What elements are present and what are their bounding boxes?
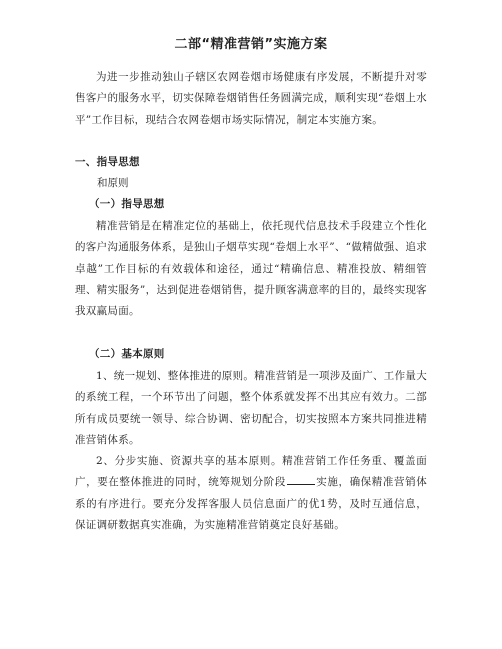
section-heading-continuation: 和原则 bbox=[97, 177, 129, 189]
intro-paragraph: 为进一步推动独山子辖区农网卷烟市场健康有序发展，不断提升对零售客户的服务水平，切实保障卷烟销售任务圆满完成，顺利实现“卷烟上水平”工作目标，现结合农网卷烟市场实际情况，制定本实施方案。 bbox=[75, 71, 427, 126]
section-heading-guiding-ideology: 一、指导思想 bbox=[75, 156, 140, 168]
principle-2-text-after: 实施，确保精准营销体系的有序进行。要充分发挥客服人员信息面广的优1势，及时互通信息，保证调研数据真实准确，为实施精准营销奠定良好基础。 bbox=[75, 476, 428, 531]
subsection-heading-guiding-ideology: （一）指导思想 bbox=[89, 198, 165, 210]
document-title: 二部“精准营销”实施方案 bbox=[174, 37, 328, 52]
principle-1-paragraph: 1、统一规划、整体推进的原则。精准营销是一项涉及面广、工作量大的系统工程，一个环节出了问题，整个体系就发挥不出其应有效力。二部所有成员要统一领导、综合协调、密切配合，切实按照本方案共同推进精准营销体系。 bbox=[75, 370, 427, 446]
principle-2-text-before: 2、分步实施、资源共享的基本原则。精准营销工作任务重、覆盖面广，要在整体推进的同时，统筹规划分阶段 bbox=[75, 455, 427, 489]
guiding-ideology-paragraph: 精准营销是在精准定位的基础上，依托现代信息技术手段建立个性化的客户沟通服务体系，是独山子烟草实现“卷烟上水平”、“做精做强、追求卓越”工作目标的有效载体和途径，通过“精确信息、精准投放、精细管理、精实服务”，达到促进卷烟销售，提升顾客满意率的目的，最终实现客我双赢局面。 bbox=[75, 220, 427, 318]
subsection-heading-basic-principles: （二）基本原则 bbox=[89, 348, 165, 360]
principle-2-paragraph bbox=[75, 451, 427, 536]
fill-in-blank-line bbox=[287, 474, 315, 485]
